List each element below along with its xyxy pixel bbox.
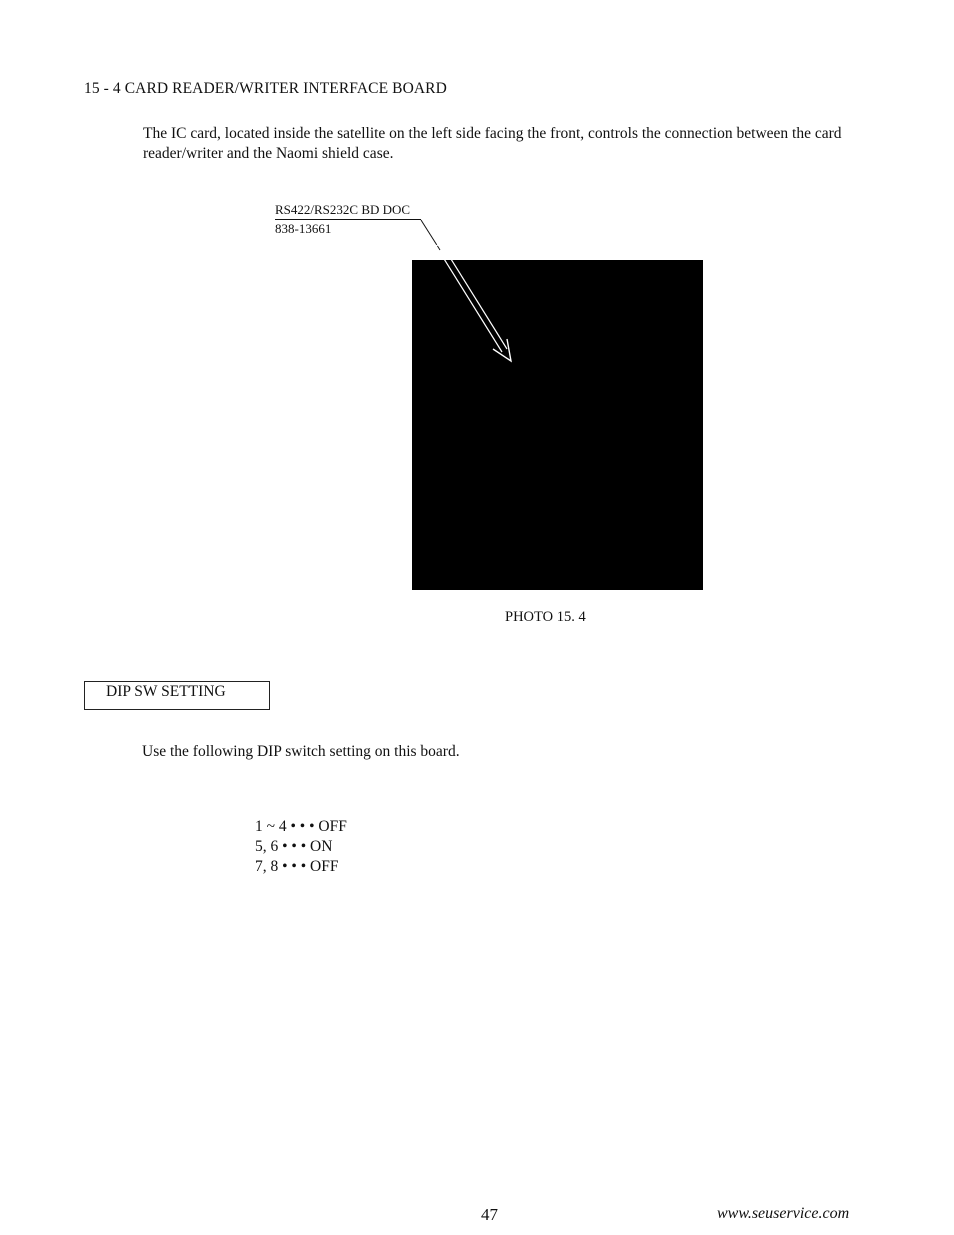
dip-instruction: Use the following DIP switch setting on this board. <box>142 743 460 760</box>
website-url: www.seuservice.com <box>717 1205 850 1222</box>
photo-placeholder <box>412 260 703 590</box>
callout-underline <box>275 219 421 220</box>
dip-setting-row: 1 ~ 4 • • • OFF <box>255 818 347 835</box>
dip-section-title: DIP SW SETTING <box>106 683 226 700</box>
page-number: 47 <box>481 1205 498 1224</box>
dip-setting-row: 7, 8 • • • OFF <box>255 858 339 875</box>
photo-caption: PHOTO 15. 4 <box>505 609 586 625</box>
section-heading: 15 - 4 CARD READER/WRITER INTERFACE BOARD <box>84 80 447 97</box>
callout-label-part-number: 838-13661 <box>275 221 332 236</box>
dip-setting-row: 5, 6 • • • ON <box>255 838 333 855</box>
intro-paragraph: The IC card, located inside the satellite on the left side facing the front, controls the connection between the card reader/writer and the Naomi shield case. <box>143 125 842 162</box>
callout-label-board-name: RS422/RS232C BD DOC <box>275 202 411 217</box>
